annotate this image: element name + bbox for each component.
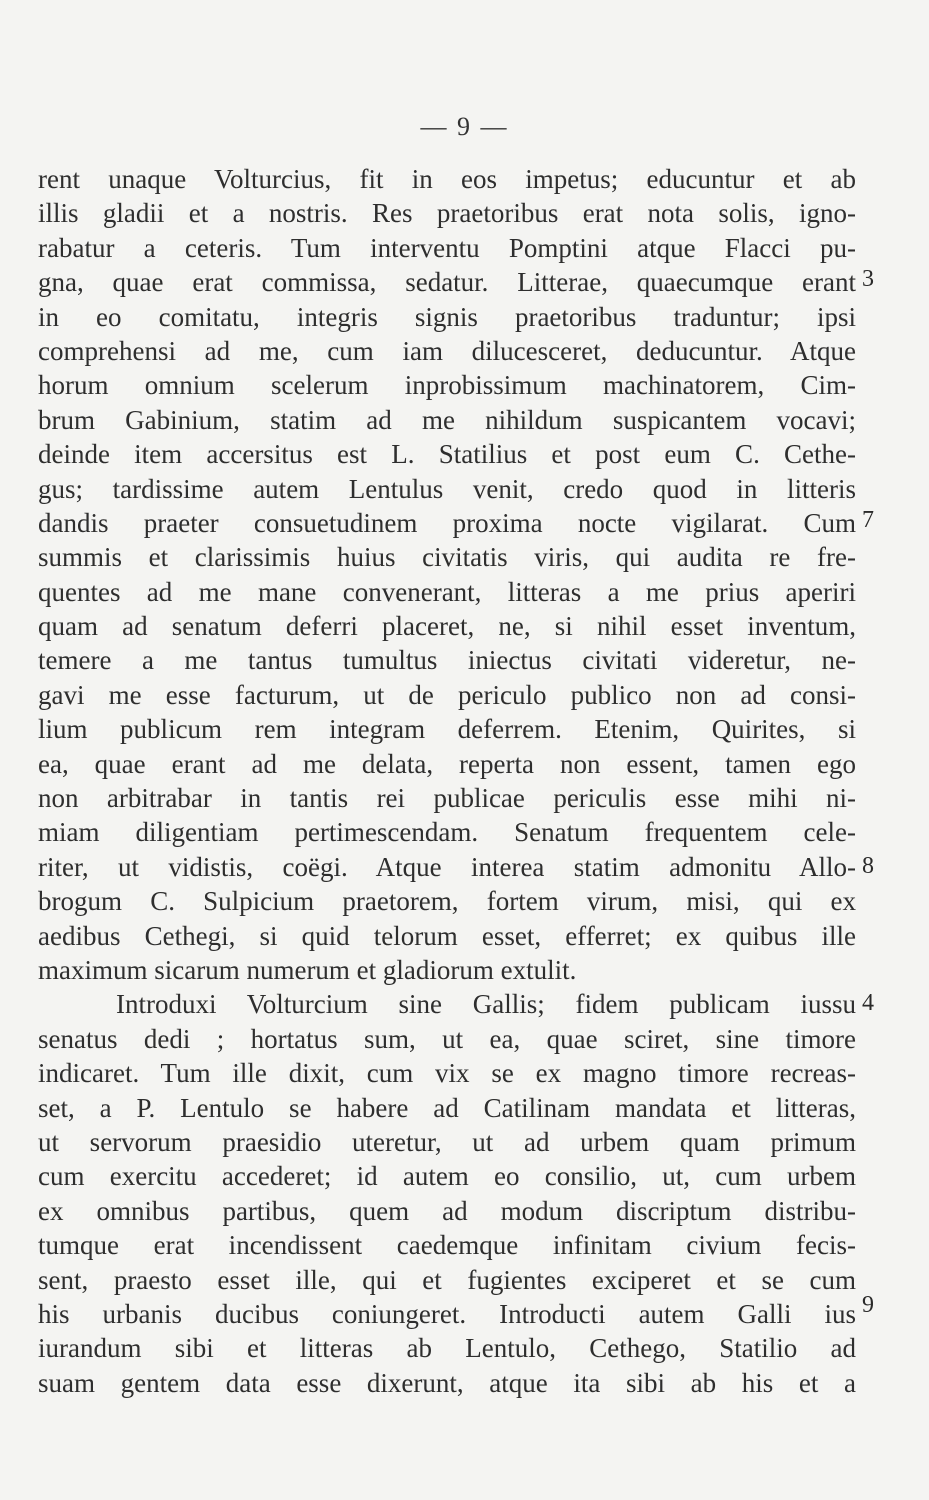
text-line: horum omnium scelerum inprobissimum machinatorem, Cim- xyxy=(38,370,856,401)
text-line: iurandum sibi et litteras ab Lentulo, Cethego, Statilio ad xyxy=(38,1333,856,1364)
text-line: deinde item accersitus est L. Statilius et post eum C. Cethe- xyxy=(38,439,856,470)
text-line: sent, praesto esset ille, qui et fugientes exciperet et se cum xyxy=(38,1264,856,1295)
section-number: 8 xyxy=(862,853,874,879)
section-number: 3 xyxy=(862,266,874,292)
text-line: set, a P. Lentulo se habere ad Catilinam mandata et litteras, xyxy=(38,1092,856,1123)
text-line: ea, quae erant ad me delata, reperta non essent, tamen ego xyxy=(38,748,856,779)
text-line: aedibus Cethegi, si quid telorum esset, efferret; ex quibus ille xyxy=(38,920,856,951)
text-line: ex omnibus partibus, quem ad modum discriptum distribu- xyxy=(38,1195,856,1226)
text-line: brum Gabinium, statim ad me nihildum suspicantem vocavi; xyxy=(38,404,856,435)
text-line: rabatur a ceteris. Tum interventu Pomptini atque Flacci pu- xyxy=(38,232,856,263)
body-text xyxy=(38,162,856,1400)
page-number: — 9 — xyxy=(420,112,509,141)
text-line: rent unaque Volturcius, fit in eos impetus; educuntur et ab xyxy=(38,164,856,194)
text-line: gna, quae erat commissa, sedatur. Litterae, quaecumque erant xyxy=(38,267,856,298)
text-line: senatus dedi ; hortatus sum, ut ea, quae sciret, sine timore xyxy=(38,1023,856,1054)
text-line: comprehensi ad me, cum iam dilucesceret, deducuntur. Atque xyxy=(38,335,856,366)
text-line: gus; tardissime autem Lentulus venit, credo quod in litteris xyxy=(38,473,856,504)
text-line-paragraph-start: Introduxi Volturcium sine Gallis; fidem publicam iussu xyxy=(116,989,856,1020)
text-line-paragraph-end: maximum sicarum numerum et gladiorum extulit. xyxy=(38,954,577,985)
text-line: lium publicum rem integram deferrem. Etenim, Quirites, si xyxy=(38,714,856,745)
section-number: 4 xyxy=(862,990,874,1016)
text-line: illis gladii et a nostris. Res praetoribus erat nota solis, igno- xyxy=(38,198,856,229)
text-line: miam diligentiam pertimescendam. Senatum frequentem cele- xyxy=(38,817,856,848)
text-line: in eo comitatu, integris signis praetoribus traduntur; ipsi xyxy=(38,301,856,332)
text-line: gavi me esse facturum, ut de periculo publico non ad consi- xyxy=(38,679,856,710)
text-line: cum exercitu accederet; id autem eo consilio, ut, cum urbem xyxy=(38,1161,856,1192)
text-line: non arbitrabar in tantis rei publicae periculis esse mihi ni- xyxy=(38,783,856,814)
text-line: quentes ad me mane convenerant, litteras a me prius aperiri xyxy=(38,576,856,607)
text-line: tumque erat incendissent caedemque infinitam civium fecis- xyxy=(38,1230,856,1261)
text-line: dandis praeter consuetudinem proxima nocte vigilarat. Cum xyxy=(38,507,856,538)
text-line: quam ad senatum deferri placeret, ne, si nihil esset inventum, xyxy=(38,611,856,642)
text-line: his urbanis ducibus coniungeret. Introducti autem Galli ius xyxy=(38,1298,856,1329)
text-line: riter, ut vidistis, coëgi. Atque interea statim admonitu Allo- xyxy=(38,851,856,882)
text-line: indicaret. Tum ille dixit, cum vix se ex magno timore recreas- xyxy=(38,1058,856,1089)
text-line: summis et clarissimis huius civitatis viris, qui audita re fre- xyxy=(38,542,856,573)
text-line: ut servorum praesidio uteretur, ut ad urbem quam primum xyxy=(38,1126,856,1157)
section-number: 7 xyxy=(862,507,874,533)
text-line: suam gentem data esse dixerunt, atque ita sibi ab his et a xyxy=(38,1367,856,1398)
text-line: brogum C. Sulpicium praetorem, fortem virum, misi, qui ex xyxy=(38,886,856,917)
text-line: temere a me tantus tumultus iniectus civitati videretur, ne- xyxy=(38,645,856,676)
section-number: 9 xyxy=(862,1292,874,1318)
